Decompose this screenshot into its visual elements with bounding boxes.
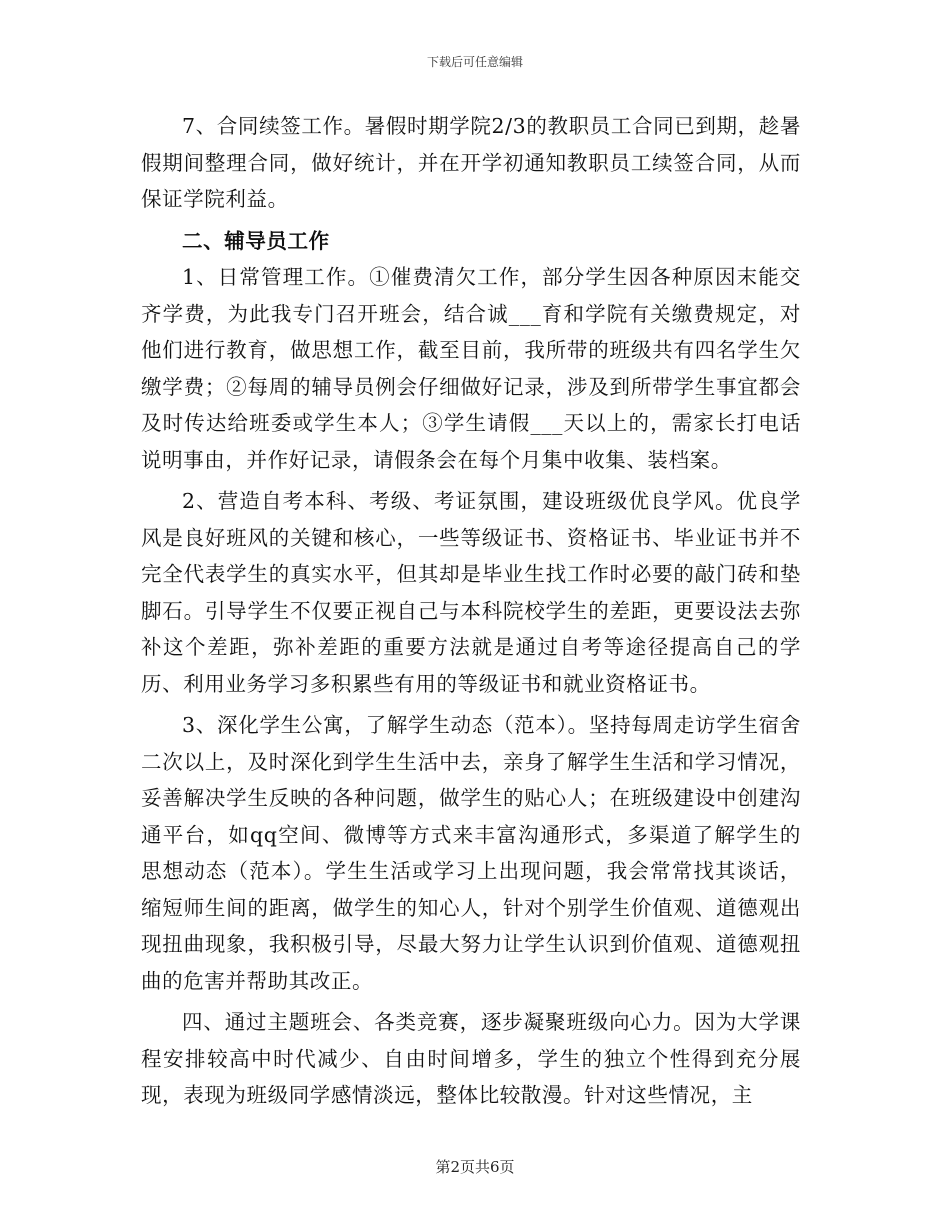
- paragraph-daily-management: 1、日常管理工作。①催费清欠工作，部分学生因各种原因末能交齐学费，为此我专门召开班会，结合诚___育和学院有关缴费规定，对他们进行教育，做思想工作，截至目前，我所带的班级共有四名学生欠缴学费；②每周的辅导员例会仔细做好记录，涉及到所带学生事宜都会及时传达给班委或学生本人；③学生请假___天以上的，需家长打电话说明事由，并作好记录，请假条会在每个月集中收集、装档案。: [141, 265, 801, 472]
- paragraph-class-cohesion: 四、通过主题班会、各类竞赛，逐步凝聚班级向心力。因为大学课程安排较高中时代减少、自由时间增多，学生的独立个性得到充分展现，表现为班级同学感情淡远，整体比较散漫。针对这些情况，主: [141, 1010, 801, 1107]
- paragraph-study-atmosphere: 2、营造自考本科、考级、考证氛围，建设班级优良学风。优良学风是良好班风的关键和核心，一些等级证书、资格证书、毕业证书并不完全代表学生的真实水平，但其却是毕业生找工作时必要的敲门砖和垫脚石。引导学生不仅要正视自己与本科院校学生的差距，更要设法去弥补这个差距，弥补差距的重要方法就是通过自考等途径提高自己的学历、利用业务学习多积累些有用的等级证书和就业资格证书。: [141, 489, 801, 696]
- page-header-note: 下载后可任意编辑: [426, 55, 523, 69]
- paragraph-dormitory-visits: 3、深化学生公寓，了解学生动态（范本）。坚持每周走访学生宿舍二次以上，及时深化到学生生活中去，亲身了解学生生活和学习情况，妥善解决学生反映的各种问题，做学生的贴心人；在班级建设中创建沟通平台，如qq空间、微博等方式来丰富沟通形式，多渠道了解学生的思想动态（范本）。学生生活或学习上出现问题，我会常常找其谈话，缩短师生间的距离，做学生的知心人，针对个别学生价值观、道德观出现扭曲现象，我积极引导，尽最大努力让学生认识到价值观、道德观扭曲的危害并帮助其改正。: [141, 713, 801, 993]
- page-number-footer: 第2页共6页: [435, 1158, 515, 1176]
- document-body: [141, 108, 801, 1114]
- section-heading-counselor-work: 二、辅导员工作: [182, 228, 330, 253]
- paragraph-contract-renewal: 7、合同续签工作。暑假时期学院2/3的教职员工合同已到期，趁暑假期间整理合同，做好统计，并在开学初通知教职员工续签合同，从而保证学院利益。: [141, 114, 801, 211]
